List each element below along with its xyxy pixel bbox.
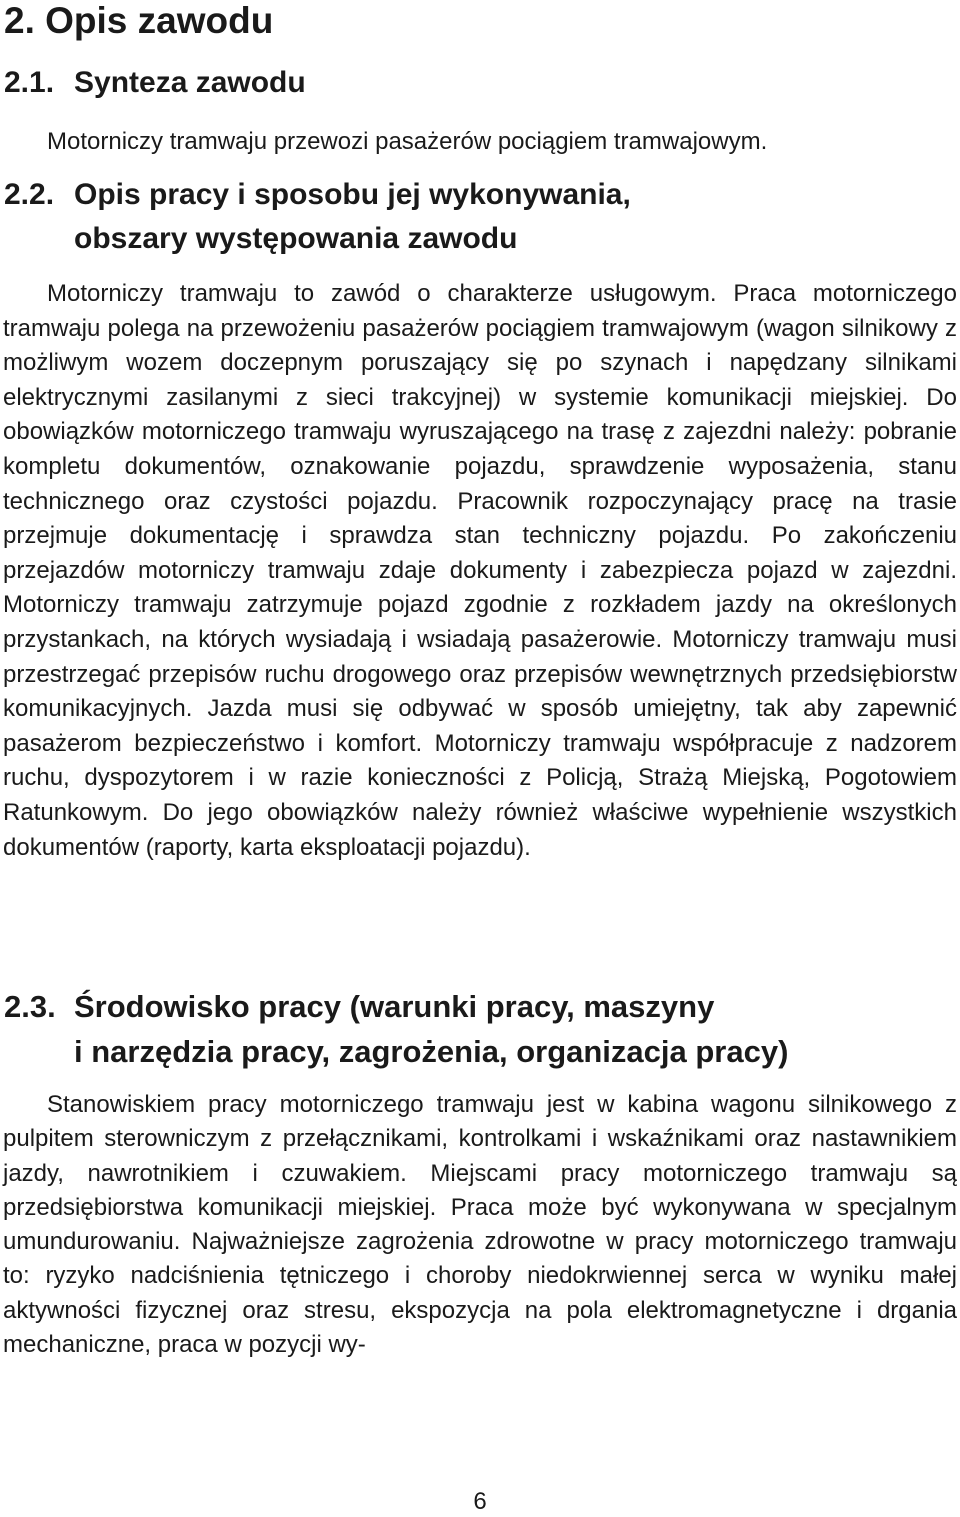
section-number: 2.1. xyxy=(4,66,55,99)
section-title-line1: Opis pracy i sposobu jej wykonywania, xyxy=(74,178,631,211)
paragraph-srodowisko: Stanowiskiem pracy motorniczego tramwaju jest w kabina wagonu silnikowego z pulpitem sterowniczym z przełącznikami, kontrolkami i wskaźnikami oraz nastawnikiem jazdy, nawrotnikiem i czuwakiem. Miejscami pracy motorniczego tramwaju są przedsiębiorstwa komunikacji miejskiej. Praca może być wykonywana w specjalnym umundurowaniu. Najważniejsze zagrożenia zdrowotne w pracy motorniczego tramwaju to: ryzyko nadciśnienia tętniczego i choroby niedokrwiennej serca w wyniku małej aktywności fizycznej oraz stresu, ekspozycja na pola elektromagnetyczne i drgania mechaniczne, praca w pozycji wy- xyxy=(3,1091,957,1359)
page-number: 6 xyxy=(473,1488,487,1515)
section-title-line2: obszary występowania zawodu xyxy=(74,222,518,255)
section-number: 2.2. xyxy=(4,178,55,211)
paragraph-synteza: Motorniczy tramwaju przewozi pasażerów pociągiem tramwajowym. xyxy=(47,128,768,155)
section-number: 2.3. xyxy=(4,989,56,1024)
section-heading-srodowisko xyxy=(4,984,788,1074)
section-title: Synteza zawodu xyxy=(74,66,306,99)
chapter-heading: 2. Opis zawodu xyxy=(4,0,274,41)
paragraph-opis-pracy: Motorniczy tramwaju to zawód o charakterze usługowym. Praca motorniczego tramwaju polega na przewożeniu pasażerów pociągiem tramwajowym (wagon silnikowy z możliwym wozem doczepnym poruszający się po szynach i napędzany silnikami elektrycznymi zasilanymi z sieci trakcyjnej) w systemie komunikacji miejskiej. Do obowiązków motorniczego tramwaju wyruszającego na trasę z zajezdni należy: pobranie kompletu dokumentów, oznakowanie pojazdu, sprawdzenie wyposażenia, stanu technicznego oraz czystości pojazdu. Pracownik rozpoczynający pracę na trasie przejmuje dokumentację i sprawdza stan techniczny pojazdu. Po zakończeniu przejazdów motorniczy tramwaju zdaje dokumenty i zabezpiecza pojazd w zajezdni. Motorniczy tramwaju zatrzymuje pojazd zgodnie z rozkładem jazdy na określonych przystankach, na których wysiadają i wsiadają pasażerowie. Motorniczy tramwaju musi przestrzegać przepisów ruchu drogowego oraz przepisów wewnętrznych przedsiębiorstw komunikacyjnych. Jazda musi się odbywać w sposób umiejętny, tak aby zapewnić pasażerom bezpieczeństwo i komfort. Motorniczy tramwaju współpracuje z nadzorem ruchu, dyspozytorem i w razie konieczności z Policją, Strażą Miejską, Pogotowiem Ratunkowym. Do jego obowiązków należy również właściwe wypełnienie wszystkich dokumentów (raporty, karta eksploatacji pojazdu). xyxy=(3,280,957,861)
section-title-line2: i narzędzia pracy, zagrożenia, organizacja pracy) xyxy=(74,1034,789,1069)
section-heading-synteza xyxy=(4,61,306,105)
section-heading-opis-pracy xyxy=(4,173,631,261)
section-title-line1: Środowisko pracy (warunki pracy, maszyny xyxy=(74,989,715,1024)
